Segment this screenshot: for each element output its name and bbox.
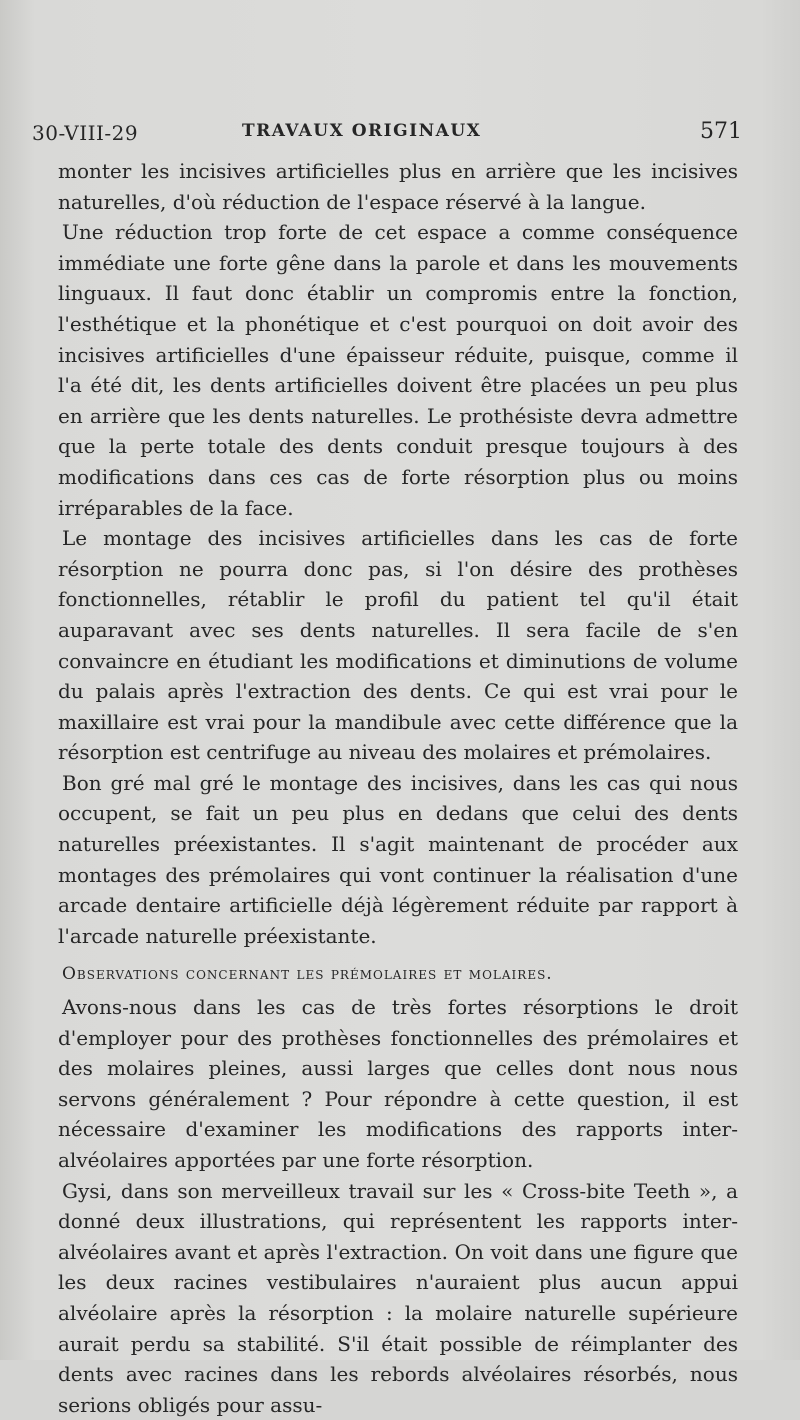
paragraph: Avons-nous dans les cas de très fortes résorptions le droit d'employer pour des prothèses fonctionnelles des prémolaires et des molaires pleines, aussi larges que celles dont nous nous servons généralement ? Pour répondre à cette question, il est nécessaire d'examiner les modifications des rapports inter-alvéolaires apportées par une forte résorption. [58, 995, 738, 1172]
paragraph: Le montage des incisives artificielles dans les cas de forte résorption ne pourra donc pas, si l'on désire des prothèses fonctionnelles, rétablir le profil du patient tel qu'il était auparavant avec ses dents naturelles. Il sera facile de s'en convaincre en étudiant les modifications et diminutions de volume du palais après l'extraction des dents. Ce qui est vrai pour le maxillaire est vrai pour la mandibule avec cette différence que la résorption est centrifuge au niveau des molaires et prémolaires. [58, 526, 738, 765]
section-heading: Observations concernant les prémolaires et molaires. [62, 964, 553, 985]
page-number: 571 [700, 119, 742, 144]
paragraph: monter les incisives artificielles plus en arrière que les incisives naturelles, d'où réduction de l'espace réservé à la langue. [58, 159, 738, 214]
paragraph: Gysi, dans son merveilleux travail sur les « Cross-bite Teeth », a donné deux illustrations, qui représentent les rapports inter-alvéolaires avant et après l'extraction. On voit dans une figure que les deux racines vestibulaires n'auraient plus aucun appui alvéolaire après la résorption : la molaire naturelle supérieure aurait perdu sa stabilité. S'il était possible de réimplanter des dents avec racines dans les rebords alvéolaires résorbés, nous serions obligés pour assu- [58, 1178, 738, 1417]
paragraph: Bon gré mal gré le montage des incisives, dans les cas qui nous occupent, se fait un peu plus en dedans que celui des dents naturelles préexistantes. Il s'agit maintenant de procéder aux montages des prémolaires qui vont continuer la réalisation d'une arcade dentaire artificielle déjà légèrement réduite par rapport à l'arcade naturelle préexistante. [58, 770, 738, 948]
article-body [58, 156, 738, 1420]
paragraph: Une réduction trop forte de cet espace a comme conséquence immédiate une forte gêne dans la parole et dans les mouvements linguaux. Il faut donc établir un compromis entre la fonction, l'esthétique et la phonétique et c'est pourquoi on doit avoir des incisives artificielles d'une épaisseur réduite, puisque, comme il l'a été dit, les dents artificielles doivent être placées un peu plus en arrière que les dents naturelles. Le prothésiste devra admettre que la perte totale des dents conduit presque toujours à des modifications dans ces cas de forte résorption plus ou moins irréparables de la face. [58, 220, 738, 520]
running-title: TRAVAUX ORIGINAUX [242, 121, 482, 141]
page-header [32, 117, 742, 149]
issue-date: 30-VIII-29 [32, 121, 139, 145]
